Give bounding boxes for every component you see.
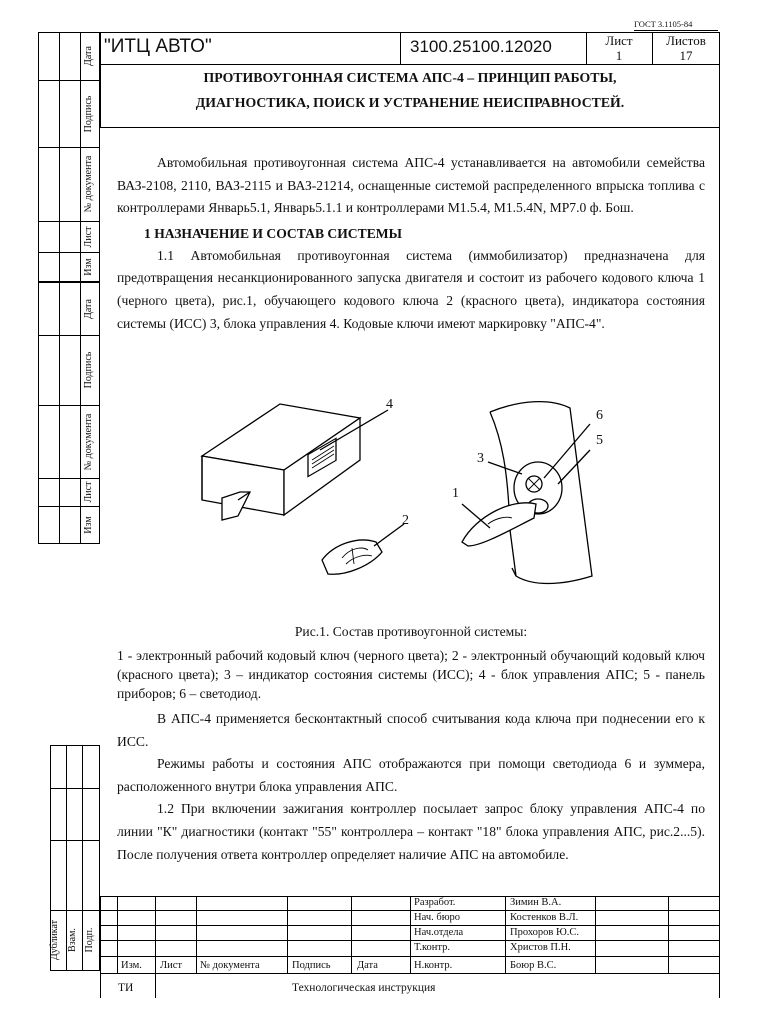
stamp-document-type: Технологическая инструкция [292,982,436,994]
side-label-doc-number-2: № документа [83,413,94,471]
side-label-date-2: Дата [83,299,94,319]
section-1-heading: 1 НАЗНАЧЕНИЕ И СОСТАВ СИСТЕМЫ [144,225,402,241]
stamp-header-signature: Подпись [292,960,331,971]
stamp-role-developer: Разработ. [414,897,456,908]
figure-label-5: 5 [596,433,603,448]
figure-label-2: 2 [402,513,409,528]
figure-label-3: 3 [477,451,484,466]
paragraph-1-2: 1.2 При включении зажигания контроллер посылает запрос блоку управления АПС-4 по линии "К" диагностики (контакт "55" контроллера – контакт "18" блока управления АПС, рис.2...5). После получения ответа контроллер определяет наличие АПС на автомобиле. [117,801,705,862]
paragraph-contactless: В АПС-4 применяется бесконтактный способ считывания кода ключа при поднесении его к ИСС. [117,711,705,749]
figure-legend: 1 - электронный рабочий кодовый ключ (черного цвета); 2 - электронный обучающий кодовый ключ (красного цвета); 3 – индикатор состояния системы (ИСС); 4 - блок управления АПС; 5 - панель приборов; 6 – светодиод. [117,648,705,701]
sheets-value: 17 [679,48,693,63]
side-label-date: Дата [83,46,94,66]
stamp-header-doc-number: № документа [200,960,260,971]
stamp-role-tech-control: Т.контр. [414,942,451,953]
sheet-label: Лист [605,33,633,48]
side-label-signature-2: Подпись [83,351,94,389]
sheet-value: 1 [615,48,623,63]
stamp-role-bureau-head: Нач. бюро [414,912,461,923]
stamp-role-norm-control: Н.контр. [414,960,453,971]
side-label-sign: Подп. [84,927,95,953]
stamp-role-department-head: Нач.отдела [414,927,464,938]
stamp-ti: ТИ [118,982,134,994]
stamp-name-bureau-head: Костенков В.Л. [510,912,579,923]
gost-label: ГОСТ 3.1105-84 [634,19,693,29]
figure-label-4: 4 [386,397,393,412]
body-text [117,152,705,335]
stamp-header-change: Изм. [121,960,142,971]
intro-paragraph: Автомобильная противоугонная система АПС-4 устанавливается на автомобили семейства ВАЗ-2108, 2110, ВАЗ-2115 и ВАЗ-21214, оснащенные системой распределенного впрыска топлива с контроллерами Январь5.1, Январь5.1.1 и контроллерами М1.5.4, М1.5.4N, МР7.0 ф. Бош. [117,155,705,216]
dashboard-drawing [462,402,592,584]
document-title-line2: ДИАГНОСТИКА, ПОИСК И УСТРАНЕНИЕ НЕИСПРАВНОСТЕЙ. [195,95,625,110]
stamp-name-norm-control: Боюр В.С. [510,960,557,971]
control-unit-drawing [202,404,388,520]
figure-label-1: 1 [452,486,459,501]
company-name: "ИТЦ АВТО" [104,36,212,57]
paragraph-1-1: 1.1 Автомобильная противоугонная система (иммобилизатор) предназначена для предотвращения несанкционированного запуска двигателя и состоит из рабочего кодового ключа 1 (черного цвета), рис.1, обучающего кодового ключа 2 (красного цвета), индикатора состояния системы (ИСС) 3, блока управления 4. Кодовые ключи имеют маркировку "АПС-4". [117,247,705,331]
figure-caption: Рис.1. Состав противоугонной системы: [294,624,528,639]
figure-label-6: 6 [596,408,603,423]
learning-key-drawing [322,524,404,574]
figure-1-drawing [160,380,630,600]
stamp-name-tech-control: Христов П.Н. [510,942,571,953]
side-label-doc-number: № документа [83,155,94,213]
side-label-replace: Взам. [67,928,78,952]
side-label-sheet-2: Лист [83,481,94,503]
sheets-label: Листов [666,33,706,48]
side-label-duplicate: Дубликат [49,919,60,961]
stamp-header-sheet: Лист [160,960,182,971]
stamp-name-department-head: Прохоров Ю.С. [510,927,580,938]
stamp-header-date: Дата [357,960,378,971]
document-code: 3100.25100.12020 [410,37,552,56]
side-label-sheet: Лист [83,226,94,248]
side-label-change: Изм [83,258,94,276]
side-label-change-2: Изм [83,516,94,534]
paragraph-modes: Режимы работы и состояния АПС отображаются при помощи светодиода 6 и зуммера, расположенного внутри блока управления АПС. [117,756,705,794]
side-label-signature: Подпись [83,95,94,133]
document-title-line1: ПРОТИВОУГОННАЯ СИСТЕМА АПС-4 – ПРИНЦИП РАБОТЫ, [203,70,617,85]
stamp-name-developer: Зимин В.А. [510,897,562,908]
